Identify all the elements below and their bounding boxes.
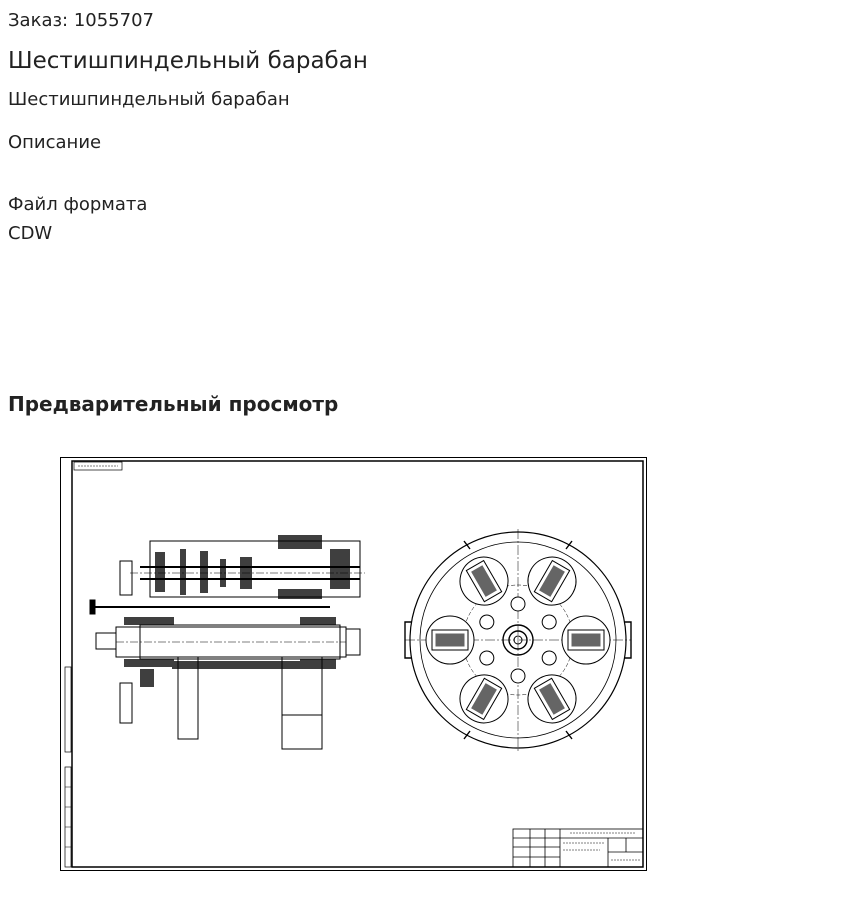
technical-drawing-icon bbox=[60, 457, 647, 871]
product-subtitle: Шестишпиндельный барабан bbox=[8, 89, 290, 110]
order-number: Заказ: 1055707 bbox=[8, 10, 154, 31]
file-format-label: Файл формата bbox=[8, 194, 148, 215]
product-title: Шестишпиндельный барабан bbox=[8, 48, 368, 74]
description-label: Описание bbox=[8, 132, 102, 153]
file-format-value: CDW bbox=[8, 223, 53, 244]
drawing-preview[interactable] bbox=[60, 457, 647, 871]
preview-heading: Предварительный просмотр bbox=[8, 392, 339, 416]
